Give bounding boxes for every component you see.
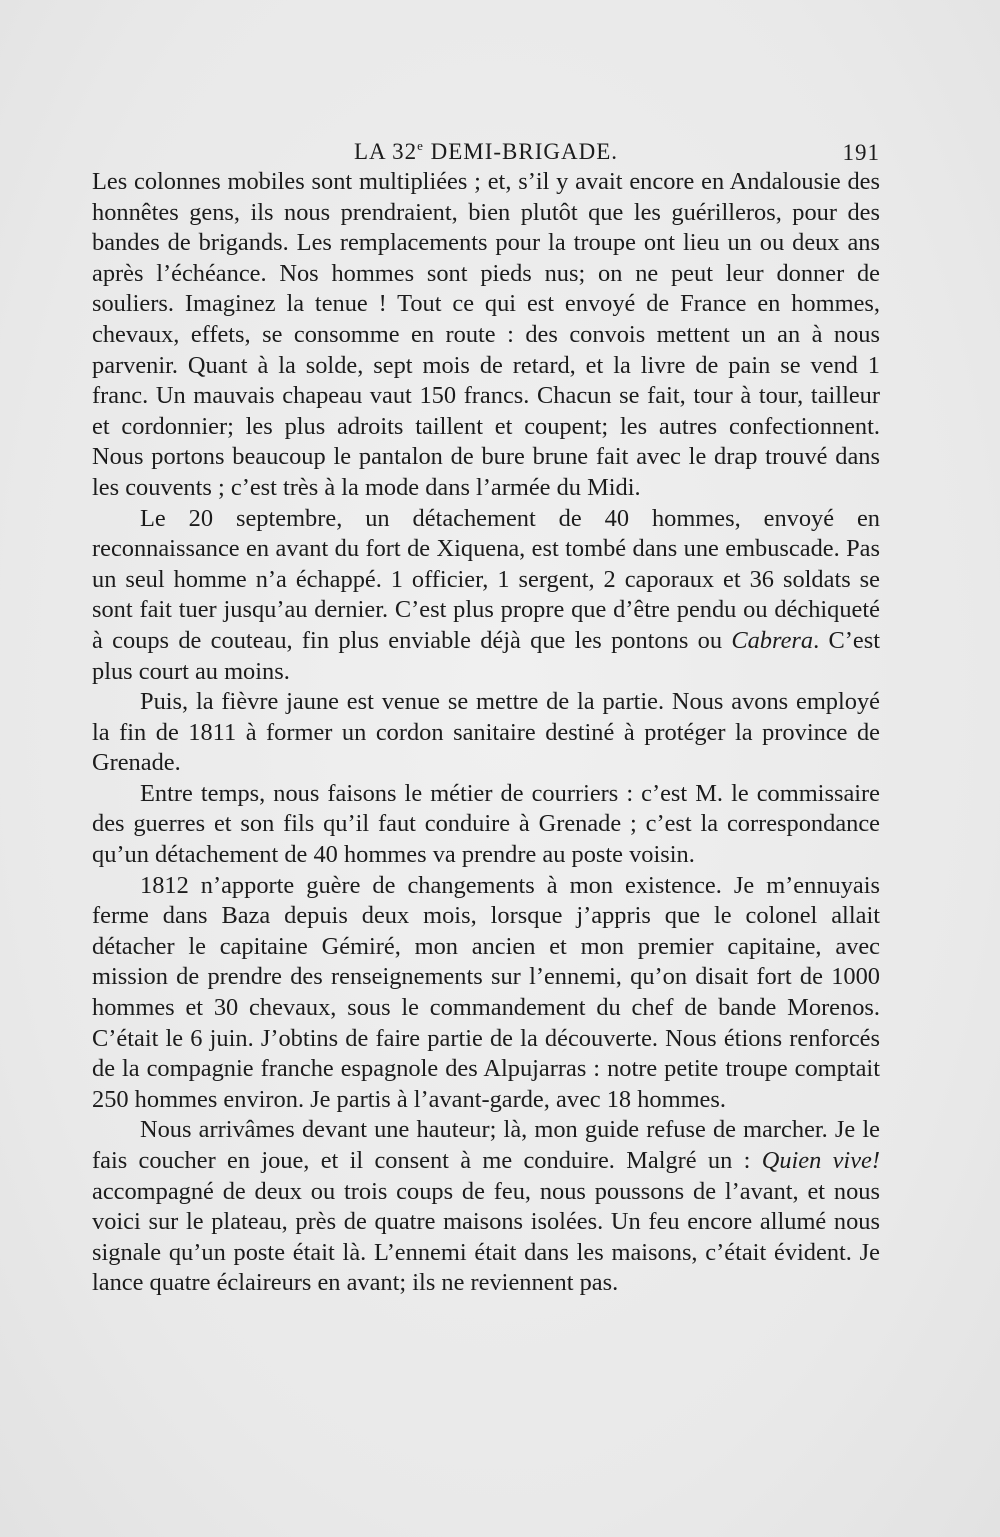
running-title xyxy=(92,138,880,165)
page-header xyxy=(92,132,880,166)
running-title-superscript: e xyxy=(417,138,424,153)
paragraph-5: 1812 n’apporte guère de changements à mon existence. Je m’ennuyais ferme dans Baza depuis deux mois, lorsque j’appris que le colonel allait détacher le capitaine Gémiré, mon ancien et mon premier capitaine, avec mission de prendre des renseignements sur l’ennemi, qu’on disait fort de 1000 hommes et 30 chevaux, sous le commandement du chef de bande Morenos. C’était le 6 juin. J’obtins de faire partie de la découverte. Nous étions renforcés de la compagnie franche espagnole des Alpujarras : notre petite troupe comptait 250 hommes environ. Je partis à l’avant-garde, avec 18 hommes. xyxy=(92,871,880,1113)
paragraph-4: Entre temps, nous faisons le métier de courriers : c’est M. le commissaire des guerres et son fils qu’il faut conduire à Grenade ; c’est la correspondance qu’un détachement de 40 hommes va prendre au poste voisin. xyxy=(92,779,880,869)
paragraph-2-text-a: Le 20 septembre, un détachement de 40 hommes, envoyé en reconnaissance en avant du fort de Xiquena, est tombé dans une embuscade. Pas un seul homme n’a échappé. 1 officier, 1 sergent, 2 caporaux et 36 soldats se sont fait tuer jusqu’au dernier. C’est plus propre que d’être pendu ou déchiqueté à coups de couteau, fin plus enviable déjà que les pontons ou xyxy=(92,504,880,654)
paragraph-6-text-b: accompagné de deux ou trois coups de feu, nous poussons de l’avant, et nous voici sur le plateau, près de quatre maisons isolées. Un feu encore allumé nous signale qu’un poste était là. L’ennemi était dans les maisons, c’était évident. Je lance quatre éclaireurs en avant; ils ne reviennent pas. xyxy=(92,1177,880,1297)
running-title-suffix: DEMI-BRIGADE. xyxy=(423,139,619,164)
page-number: 191 xyxy=(842,140,880,165)
paragraph-1: Les colonnes mobiles sont multipliées ; et, s’il y avait encore en Andalousie des honnêtes gens, ils nous prendraient, bien plutôt que les guérilleros, pour des bandes de brigands. Les remplacements pour la troupe ont lieu un ou deux ans après l’échéance. Nos hommes sont pieds nus; on ne peut leur donner de souliers. Imaginez la tenue ! Tout ce qui est envoyé de France en hommes, chevaux, effets, se consomme en route : des convois mettent un an à nous parvenir. Quant à la solde, sept mois de retard, et la livre de pain se vend 1 franc. Un mauvais chapeau vaut 150 francs. Chacun se fait, tour à tour, tailleur et cordonnier; les plus adroits taillent et coupent; les autres confectionnent. Nous portons beaucoup le pantalon de bure brune fait avec le drap trouvé dans les couvents ; c’est très à la mode dans l’armée du Midi. xyxy=(92,168,880,501)
paragraph-2-italic: Cabrera xyxy=(731,626,814,654)
paragraph-6-text-a: Nous arrivâmes devant une hauteur; là, mon guide refuse de marcher. Je le fais coucher en joue, et il consent à me conduire. Malgré un : xyxy=(92,1116,880,1174)
paragraph-2 xyxy=(92,504,880,688)
body-text xyxy=(92,167,880,1299)
paragraph-2-text-b: . C’est plus court au moins. xyxy=(92,626,880,685)
paragraph-6-italic: Quien vive! xyxy=(761,1147,880,1174)
paragraph-3: Puis, la fièvre jaune est venue se mettre de la partie. Nous avons employé la fin de 1811 à former un cordon sanitaire destiné à protéger la province de Grenade. xyxy=(92,688,880,777)
running-title-prefix: LA 32 xyxy=(353,139,418,164)
paragraph-6 xyxy=(92,1115,880,1299)
